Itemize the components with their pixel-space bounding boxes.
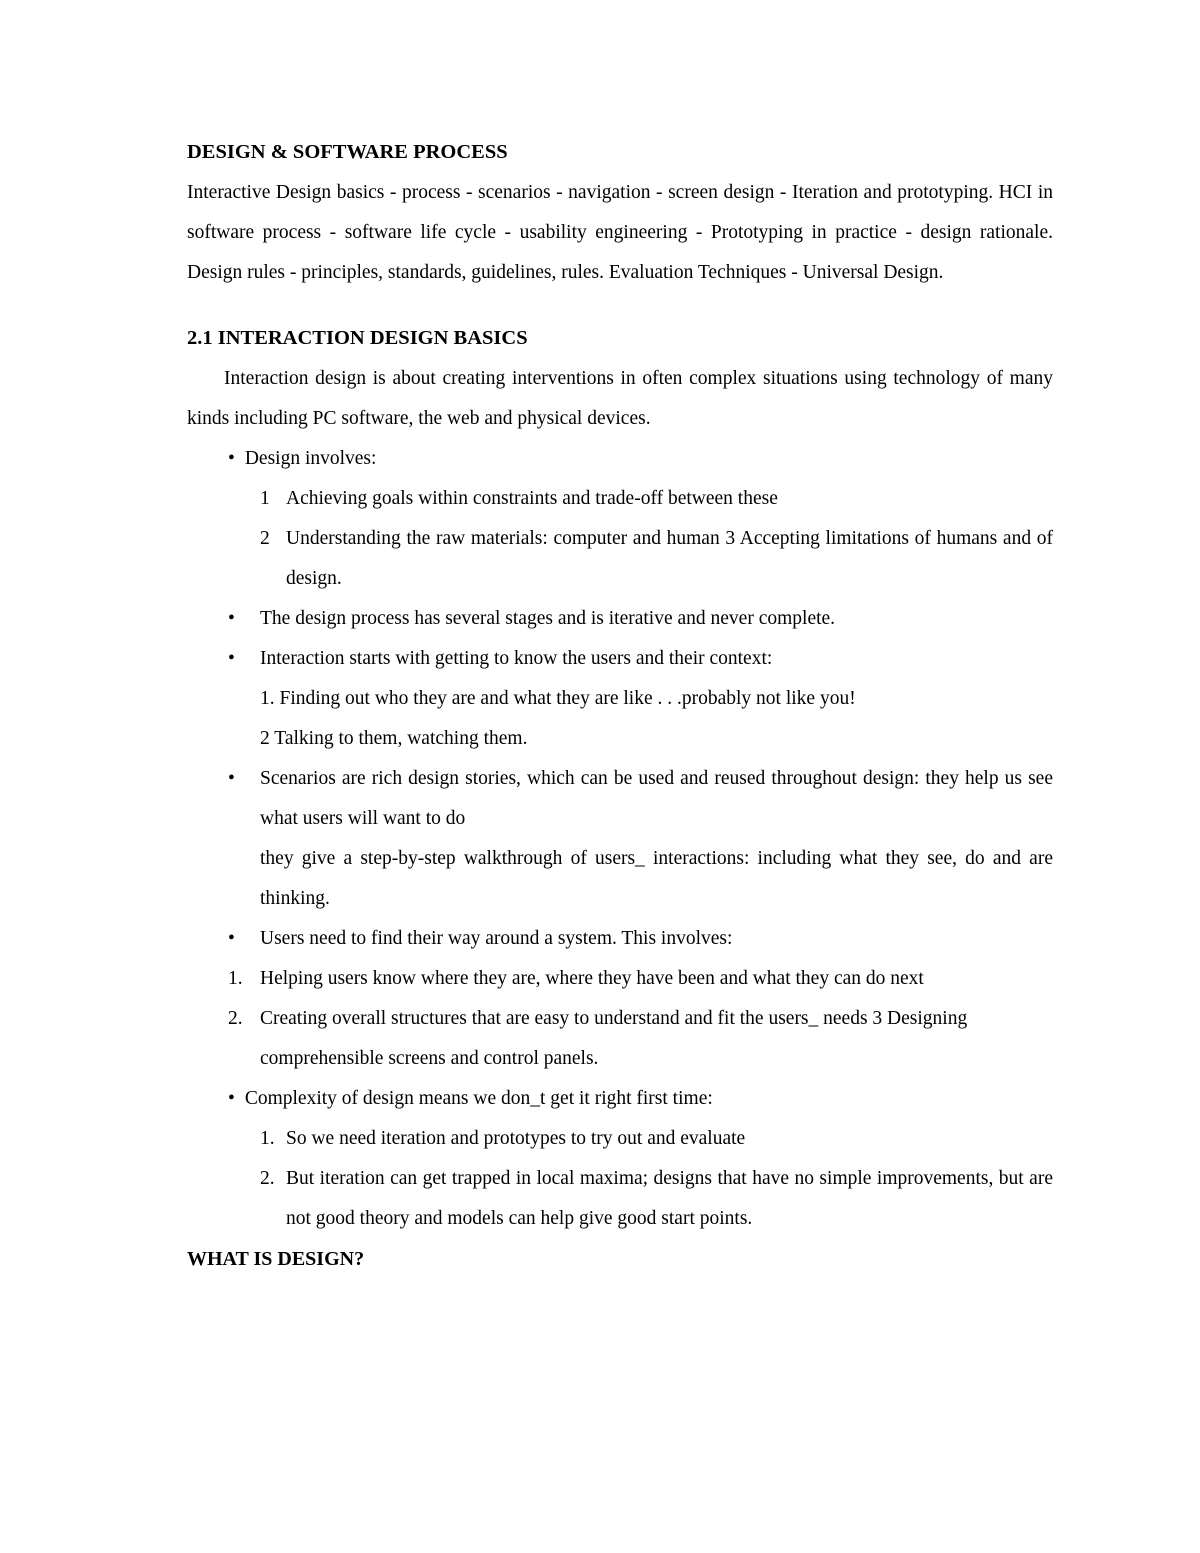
list-item-text: Creating overall structures that are easy to understand and fit the users_ needs 3 Designing comprehensible screens and control panels. <box>260 1008 968 1069</box>
closing-heading: WHAT IS DESIGN? <box>187 1248 365 1270</box>
bullet-icon: • <box>228 648 235 669</box>
bullet-interaction-starts <box>228 639 1053 679</box>
list-item <box>260 1159 1053 1239</box>
section-lead-paragraph: Interaction design is about creating interventions in often complex situations using technology of many kinds including PC software, the web and physical devices. <box>187 368 1053 429</box>
list-number: 2 <box>260 528 270 549</box>
list-number: 1. <box>228 968 243 989</box>
list-item-text: So we need iteration and prototypes to try out and evaluate <box>286 1128 746 1149</box>
bullet-design-process <box>228 599 1053 639</box>
bullet-icon: • <box>228 768 235 789</box>
bullet-icon: • <box>228 1088 235 1109</box>
bullet-text: Interaction starts with getting to know the users and their context: <box>260 648 773 669</box>
bullet-text: Users need to find their way around a system. This involves: <box>260 928 733 949</box>
bullet-text: Complexity of design means we don_t get it right first time: <box>244 1088 713 1109</box>
list-item-text: Helping users know where they are, where they have been and what they can do next <box>260 968 924 989</box>
bullet-text: Design involves: <box>244 448 377 469</box>
bullet-text: The design process has several stages and is iterative and never complete. <box>260 608 836 629</box>
bullet-design-involves <box>228 439 1053 479</box>
list-item-text: But iteration can get trapped in local maxima; designs that have no simple improvements, but are not good theory and models can help give good start points. <box>286 1168 1053 1229</box>
scenarios-follow-paragraph: they give a step-by-step walkthrough of users_ interactions: including what they see, do and are thinking. <box>260 848 1053 909</box>
list-number: 2. <box>228 1008 243 1029</box>
list-item-text: Achieving goals within constraints and trade-off between these <box>286 488 778 509</box>
sub-line: 2 Talking to them, watching them. <box>260 728 528 749</box>
bullet-icon: • <box>228 448 235 469</box>
bullet-complexity <box>228 1079 1053 1119</box>
list-number: 1 <box>260 488 270 509</box>
list-item-text: Understanding the raw materials: computer and human 3 Accepting limitations of humans and of design. <box>286 528 1053 589</box>
list-item <box>260 519 1053 599</box>
list-number: 1. <box>260 1128 275 1149</box>
list-item <box>228 959 1053 999</box>
bullet-icon: • <box>228 608 235 629</box>
intro-paragraph: Interactive Design basics - process - scenarios - navigation - screen design - Iteration and prototyping. HCI in software process - software life cycle - usability engineering - Prototyping in practice - design rationale. Design rules - principles, standards, guidelines, rules. Evaluation Techniques - Universal Design. <box>187 182 1053 283</box>
list-number: 2. <box>260 1168 275 1189</box>
list-item <box>260 479 1053 519</box>
document-title: DESIGN & SOFTWARE PROCESS <box>187 141 508 163</box>
list-item <box>228 999 1053 1079</box>
sub-line: 1. Finding out who they are and what they are like . . .probably not like you! <box>260 688 856 709</box>
bullet-text: Scenarios are rich design stories, which can be used and reused throughout design: they help us see what users will want to do <box>260 768 1053 829</box>
bullet-scenarios <box>228 759 1053 839</box>
list-item <box>260 1119 1053 1159</box>
bullet-icon: • <box>228 928 235 949</box>
bullet-wayfinding <box>228 919 1053 959</box>
document-page <box>187 0 1053 1279</box>
section-heading: 2.1 INTERACTION DESIGN BASICS <box>187 327 528 349</box>
